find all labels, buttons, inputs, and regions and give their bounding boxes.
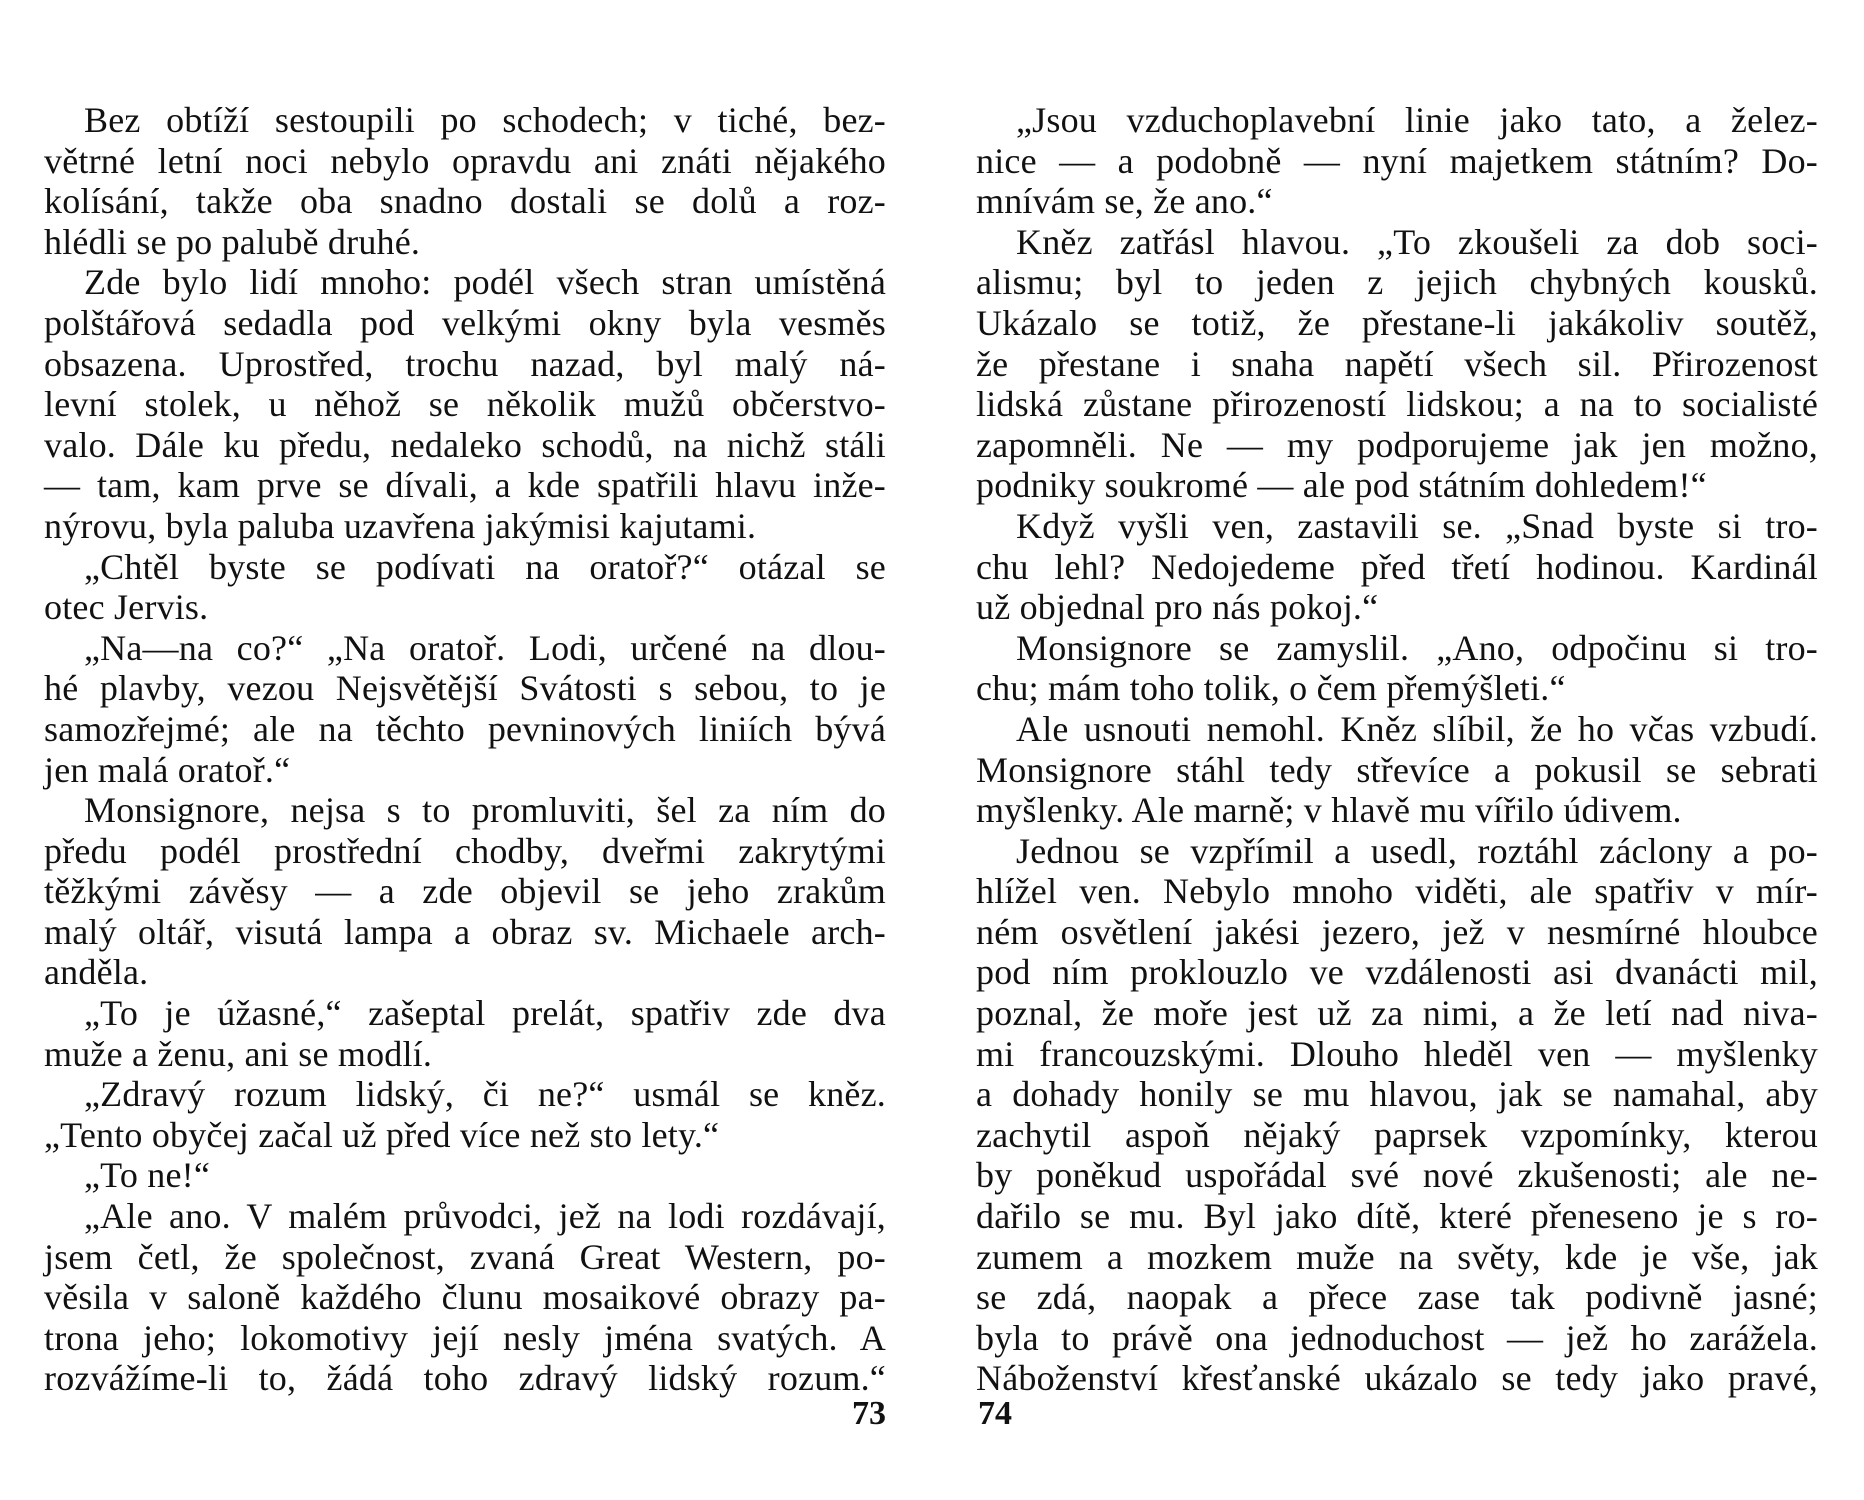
text-line: „Ale ano. V malém průvodci, jež na lodi rozdávají, [84, 1196, 886, 1237]
text-line: alismu; byl to jeden z jejich chybných kousků. [976, 262, 1818, 303]
text-line: byla to právě ona jednoduchost — jež ho zarážela. [976, 1317, 1818, 1358]
text-line: pod ním proklouzlo ve vzdálenosti asi dvanácti mil, [976, 952, 1818, 993]
text-line: předu podél prostřední chodby, dveřmi zakrytými [44, 830, 886, 871]
left-page-text [44, 100, 886, 1399]
text-line: obsazena. Uprostřed, trochu nazad, byl malý ná- [44, 343, 886, 384]
text-line: chu lehl? Nedojedeme před třetí hodinou. Kardinál [976, 546, 1818, 587]
text-line: se zdá, naopak a přece zase tak podivně jasné; [976, 1277, 1818, 1318]
text-line: samozřejmé; ale na těchto pevninových liniích bývá [44, 708, 886, 749]
text-line: „Na—na co?“ „Na oratoř. Lodi, určené na dlou- [84, 627, 886, 668]
text-line: podniky soukromé — ale pod státním dohledem!“ [976, 465, 1707, 506]
text-line: větrné letní noci nebylo opravdu ani znáti nějakého [44, 140, 886, 181]
right-page-number: 74 [978, 1395, 1012, 1432]
text-line: hlížel ven. Nebylo mnoho viděti, ale spatřiv v mír- [976, 871, 1818, 912]
text-line: chu; mám toho tolik, o čem přemýšleti.“ [976, 668, 1566, 709]
text-line: zumem a mozkem muže na světy, kde je vše, jak [976, 1236, 1818, 1277]
text-line: otec Jervis. [44, 587, 209, 628]
text-line: „To je úžasné,“ zašeptal prelát, spatřiv zde dva [84, 993, 886, 1034]
text-line: myšlenky. Ale marně; v hlavě mu vířilo údivem. [976, 790, 1682, 831]
text-line: ném osvětlení jakési jezero, jež v nesmírné hloubce [976, 911, 1818, 952]
right-page-text [976, 100, 1818, 1399]
text-line: mnívám se, že ano.“ [976, 181, 1273, 222]
text-line: „Tento obyčej začal už před více než sto lety.“ [44, 1114, 720, 1155]
text-line: Ale usnouti nemohl. Kněz slíbil, že ho včas vzbudí. [1016, 708, 1818, 749]
text-line: trona jeho; lokomotivy její nesly jména svatých. A [44, 1317, 886, 1358]
text-line: polštářová sedadla pod velkými okny byla vesměs [44, 302, 886, 343]
text-line: že přestane i snaha napětí všech sil. Přirozenost [976, 343, 1818, 384]
text-line: — tam, kam prve se dívali, a kde spatřili hlavu inže- [44, 465, 886, 506]
text-line: „To ne!“ [84, 1155, 211, 1196]
left-page-number: 73 [852, 1395, 886, 1432]
text-line: „Chtěl byste se podívati na oratoř?“ otázal se [84, 546, 886, 587]
text-line: zachytil aspoň nějaký paprsek vzpomínky, kterou [976, 1114, 1818, 1155]
text-line: Kněz zatřásl hlavou. „To zkoušeli za dob soci- [1016, 221, 1818, 262]
text-line: lidská zůstane přirozeností lidskou; a na to socialisté [976, 384, 1818, 425]
text-line: Zde bylo lidí mnoho: podél všech stran umístěná [84, 262, 886, 303]
text-line: dařilo se mu. Byl jako dítě, které přeneseno je s ro- [976, 1196, 1818, 1237]
text-line: jsem četl, že společnost, zvaná Great Western, po- [44, 1236, 886, 1277]
text-line: „Jsou vzduchoplavební linie jako tato, a želez- [1016, 100, 1818, 140]
text-line: malý oltář, visutá lampa a obraz sv. Michaele arch- [44, 911, 886, 952]
text-line: jen malá oratoř.“ [44, 749, 291, 790]
text-line: anděla. [44, 952, 149, 993]
text-line: kolísání, takže oba snadno dostali se dolů a roz- [44, 181, 886, 222]
text-line: Monsignore, nejsa s to promluviti, šel za ním do [84, 790, 886, 831]
text-line: mi francouzskými. Dlouho hleděl ven — myšlenky [976, 1033, 1818, 1074]
text-line: levní stolek, u něhož se několik mužů občerstvo- [44, 384, 886, 425]
text-line: Jednou se vzpřímil a usedl, roztáhl záclony a po- [1016, 830, 1818, 871]
text-line: nice — a podobně — nyní majetkem státním? Do- [976, 140, 1818, 181]
text-line: a dohady honily se mu hlavou, jak se namahal, aby [976, 1074, 1818, 1115]
text-line: těžkými závěsy — a zde objevil se jeho zrakům [44, 871, 886, 912]
text-line: Když vyšli ven, zastavili se. „Snad byste si tro- [1016, 505, 1818, 546]
text-line: valo. Dále ku předu, nedaleko schodů, na nichž stáli [44, 424, 886, 465]
text-line: Monsignore se zamyslil. „Ano, odpočinu si tro- [1016, 627, 1818, 668]
text-line: Náboženství křesťanské ukázalo se tedy jako pravé, [976, 1358, 1818, 1399]
text-line: hé plavby, vezou Nejsvětější Svátosti s sebou, to je [44, 668, 886, 709]
text-line: Bez obtíží sestoupili po schodech; v tiché, bez- [84, 100, 886, 140]
text-line: věsila v saloně každého člunu mosaikové obrazy pa- [44, 1277, 886, 1318]
text-line: muže a ženu, ani se modlí. [44, 1033, 433, 1074]
text-line: poznal, že moře jest už za nimi, a že letí nad niva- [976, 993, 1818, 1034]
text-line: by poněkud uspořádal své nové zkušenosti; ale ne- [976, 1155, 1818, 1196]
text-line: už objednal pro nás pokoj.“ [976, 587, 1379, 628]
text-line: „Zdravý rozum lidský, či ne?“ usmál se kněz. [84, 1074, 886, 1115]
text-line: rozvážíme-li to, žádá toho zdravý lidský rozum.“ [44, 1358, 886, 1399]
text-line: nýrovu, byla paluba uzavřena jakýmisi kajutami. [44, 505, 757, 546]
text-line: zapomněli. Ne — my podporujeme jak jen možno, [976, 424, 1818, 465]
text-line: Ukázalo se totiž, že přestane-li jakákoliv soutěž, [976, 302, 1818, 343]
text-line: Monsignore stáhl tedy střevíce a pokusil se sebrati [976, 749, 1818, 790]
text-line: hlédli se po palubě druhé. [44, 221, 421, 262]
